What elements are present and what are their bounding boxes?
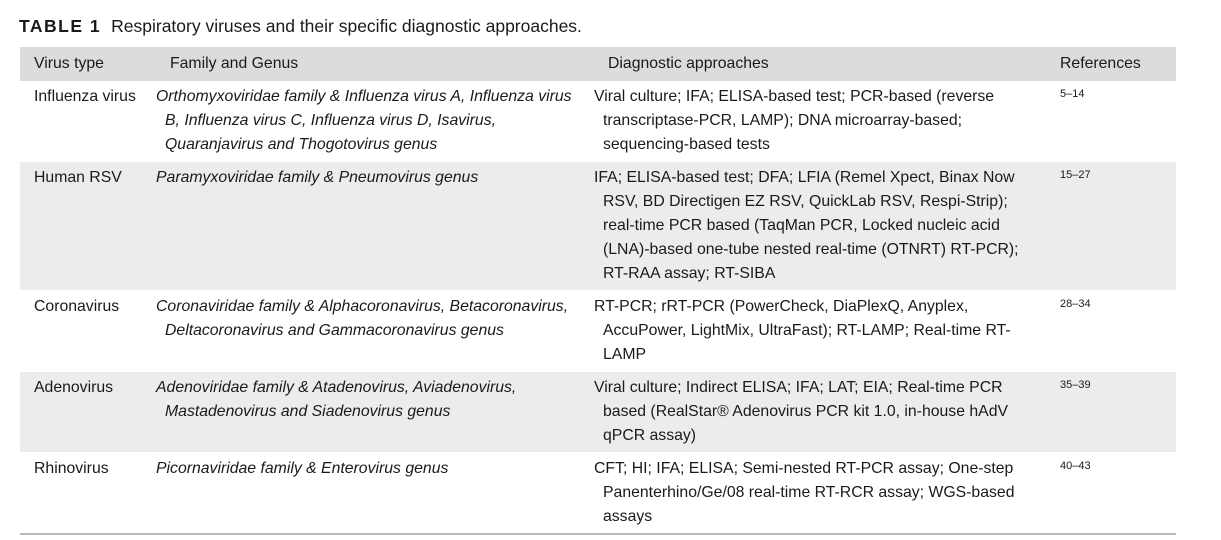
table-row [20, 453, 1176, 535]
table-title: Respiratory viruses and their specific diagnostic approaches. [111, 16, 582, 36]
diagnostics-cell: Viral culture; Indirect ELISA; IFA; LAT; EIA; Real-time PCR based (RealStar® Adenovirus PCR kit 1.0, in-house hAdV qPCR assay) [594, 372, 1046, 453]
references-cell: 35–39 [1046, 372, 1176, 453]
references-cell: 28–34 [1046, 291, 1176, 372]
diagnostics-cell: IFA; ELISA-based test; DFA; LFIA (Remel Xpect, Binax Now RSV, BD Directigen EZ RSV, QuickLab RSV, Respi-Strip); real-time PCR based (TaqMan PCR, Locked nucleic acid (LNA)-based one-tube nested real-time (OTNRT) RT-PCR); RT-RAA assay; RT-SIBA [594, 162, 1046, 291]
virus-cell: Adenovirus [20, 372, 156, 453]
table-caption [19, 16, 582, 37]
header-diagnostic-approaches: Diagnostic approaches [594, 47, 1046, 81]
family-cell: Coronaviridae family & Alphacoronavirus, Betacoronavirus, Deltacoronavirus and Gammacoronavirus genus [156, 291, 594, 372]
table-row [20, 162, 1176, 291]
family-cell: Picornaviridae family & Enterovirus genus [156, 453, 594, 535]
diagnostics-cell: CFT; HI; IFA; ELISA; Semi-nested RT-PCR assay; One-step Panenterhino/Ge/08 real-time RT-RCR assay; WGS-based assays [594, 453, 1046, 535]
header-virus-type: Virus type [20, 47, 156, 81]
virus-cell: Rhinovirus [20, 453, 156, 535]
family-cell: Adenoviridae family & Atadenovirus, Aviadenovirus, Mastadenovirus and Siadenovirus genus [156, 372, 594, 453]
diagnostics-cell: Viral culture; IFA; ELISA-based test; PCR-based (reverse transcriptase-PCR, LAMP); DNA microarray-based; sequencing-based tests [594, 81, 1046, 162]
diagnostics-table [20, 47, 1176, 535]
virus-cell: Coronavirus [20, 291, 156, 372]
table-row [20, 372, 1176, 453]
references-cell: 40–43 [1046, 453, 1176, 535]
header-row [20, 47, 1176, 81]
virus-cell: Human RSV [20, 162, 156, 291]
header-references: References [1046, 47, 1176, 81]
virus-cell: Influenza virus [20, 81, 156, 162]
table-row [20, 81, 1176, 162]
diagnostics-cell: RT-PCR; rRT-PCR (PowerCheck, DiaPlexQ, Anyplex, AccuPower, LightMix, UltraFast); RT-LAMP; Real-time RT-LAMP [594, 291, 1046, 372]
references-cell: 5–14 [1046, 81, 1176, 162]
table-row [20, 291, 1176, 372]
header-family-genus: Family and Genus [156, 47, 594, 81]
table-label: TABLE 1 [19, 16, 102, 36]
family-cell: Orthomyxoviridae family & Influenza virus A, Influenza virus B, Influenza virus C, Influenza virus D, Isavirus, Quaranjavirus and Thogotovirus genus [156, 81, 594, 162]
references-cell: 15–27 [1046, 162, 1176, 291]
family-cell: Paramyxoviridae family & Pneumovirus genus [156, 162, 594, 291]
